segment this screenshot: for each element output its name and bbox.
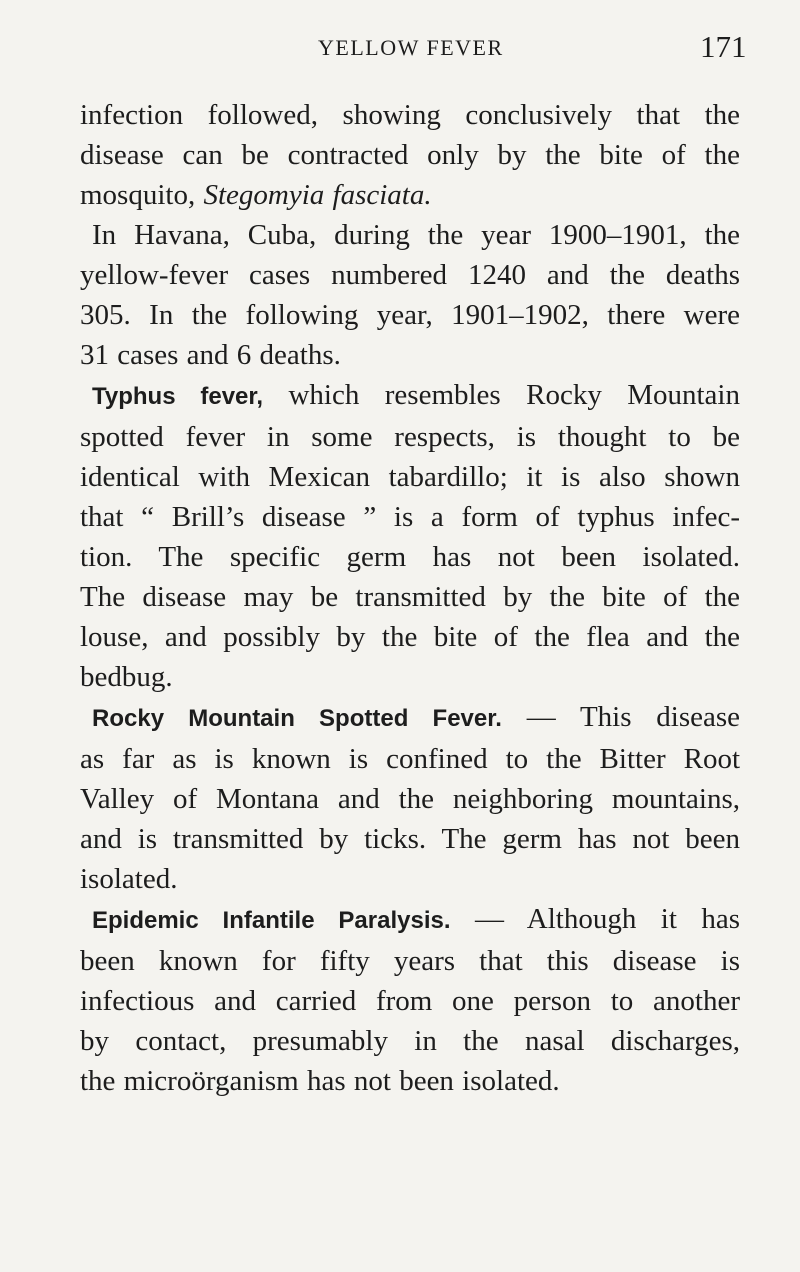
text-line <box>80 697 740 739</box>
text-line: In Havana, Cuba, during the year 1900–1901, the <box>92 219 740 251</box>
text-line: as far as is known is confined to the Bitter Root <box>80 743 740 775</box>
paragraph-rocky-mountain-spotted-fever <box>80 697 740 899</box>
text-line: yellow-fever cases numbered 1240 and the deaths <box>80 259 740 291</box>
paragraph-epidemic-infantile-paralysis <box>80 899 740 1101</box>
text-line: disease can be contracted only by the bite of the <box>80 139 740 171</box>
text-line: bedbug. <box>80 661 173 693</box>
body-text <box>80 95 740 1101</box>
paragraph-typhus-fever <box>80 375 740 697</box>
text-line: Valley of Montana and the neighboring mountains, <box>80 783 740 815</box>
text-line: The disease may be transmitted by the bite of the <box>80 581 740 613</box>
running-head <box>0 29 800 73</box>
page-number: 171 <box>700 29 747 64</box>
text-line: by contact, presumably in the nasal discharges, <box>80 1025 740 1057</box>
paragraph-havana-statistics <box>80 215 740 375</box>
line-text: — Although it has <box>450 903 740 935</box>
line-text: — This disease <box>501 701 741 733</box>
text-line <box>80 175 740 215</box>
text-line: tion. The specific germ has not been isolated. <box>80 541 740 573</box>
line-text: which resembles Rocky Mountain <box>263 379 740 411</box>
text-line: infectious and carried from one person to another <box>80 985 740 1017</box>
text-line: spotted fever in some respects, is thought to be <box>80 421 740 453</box>
species-name: Stegomyia fasciata. <box>203 179 432 211</box>
running-title: YELLOW FEVER <box>318 35 504 60</box>
text-line: the microörganism has not been isolated. <box>80 1065 560 1097</box>
text-line: louse, and possibly by the bite of the flea and the <box>80 621 740 653</box>
text-line: infection followed, showing conclusively that the <box>80 99 740 131</box>
section-heading: Epidemic Infantile Paralysis. <box>92 907 451 934</box>
text-line: and is transmitted by ticks. The germ has not been <box>80 823 740 855</box>
text-line <box>80 375 740 417</box>
text-line: 31 cases and 6 deaths. <box>80 339 341 371</box>
text-line <box>80 899 740 941</box>
section-heading: Typhus fever, <box>92 383 264 410</box>
text-line: 305. In the following year, 1901–1902, there were <box>80 299 740 331</box>
text-line: that “ Brill’s disease ” is a form of typhus infec- <box>80 501 740 533</box>
line-text: mosquito, <box>80 179 204 211</box>
text-line: been known for fifty years that this disease is <box>80 945 740 977</box>
section-heading: Rocky Mountain Spotted Fever. <box>92 705 502 732</box>
paragraph-yellow-fever-conclusion <box>80 95 740 215</box>
text-line: identical with Mexican tabardillo; it is also shown <box>80 461 740 493</box>
text-line: isolated. <box>80 863 178 895</box>
